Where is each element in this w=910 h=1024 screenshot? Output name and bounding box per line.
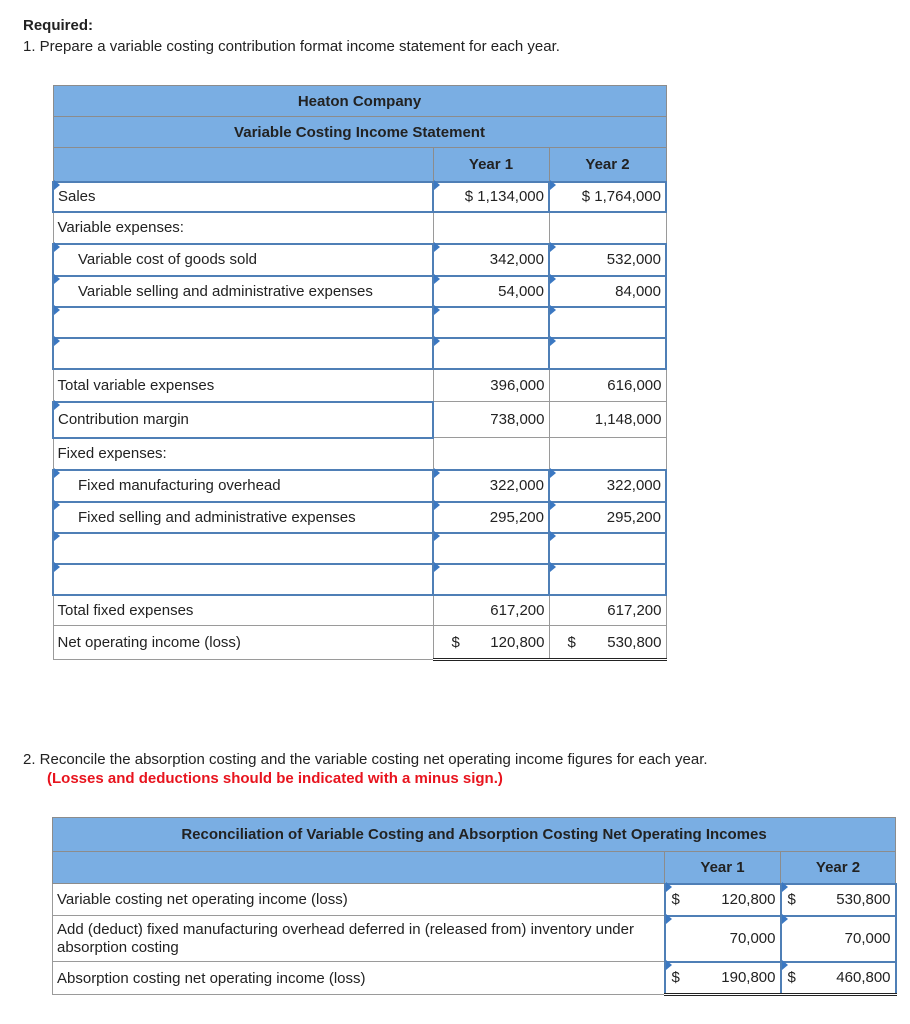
blank-fixed-2-label-input[interactable] <box>53 564 433 595</box>
variable-cogs-label-input[interactable]: Variable cost of goods sold <box>53 244 433 276</box>
table-row-variable-noi <box>53 884 896 916</box>
variable-noi-label: Variable costing net operating income (loss) <box>53 884 665 916</box>
requirement-1-text: 1. Prepare a variable costing contribution format income statement for each year. <box>23 38 560 55</box>
fixed-expenses-year-2-blank <box>549 438 666 470</box>
fixed-expenses-label: Fixed expenses: <box>53 438 433 470</box>
table-row-total-fixed <box>53 595 666 626</box>
net-operating-income-label: Net operating income (loss) <box>53 626 433 660</box>
currency-symbol: $ <box>671 969 680 987</box>
total-variable-label: Total variable expenses <box>53 369 433 402</box>
fixed-expenses-year-1-blank <box>433 438 549 470</box>
header-blank <box>53 852 665 884</box>
table-row-blank-variable-2 <box>53 338 666 369</box>
fixed-mfg-overhead-label-input[interactable]: Fixed manufacturing overhead <box>53 470 433 502</box>
header-blank <box>53 148 433 182</box>
absorption-noi-label: Absorption costing net operating income (loss) <box>53 962 665 995</box>
variable-noi-year-1-input[interactable] <box>665 884 781 916</box>
total-variable-year-2: 616,000 <box>549 369 666 402</box>
total-variable-year-1: 396,000 <box>433 369 549 402</box>
column-header-year-2: Year 2 <box>549 148 666 182</box>
table-row-blank-fixed-1 <box>53 533 666 564</box>
table-row-blank-variable-1 <box>53 307 666 338</box>
currency-symbol: $ <box>787 891 796 908</box>
column-header-year-1: Year 1 <box>665 852 781 884</box>
adjustment-label: Add (deduct) fixed manufacturing overhead deferred in (released from) inventory under absorption costing <box>53 916 665 962</box>
blank-fixed-1-year-2-input[interactable] <box>549 533 666 564</box>
variable-expenses-label: Variable expenses: <box>53 212 433 244</box>
variable-noi-year-1-value: 120,800 <box>721 891 776 908</box>
variable-sga-year-2-input[interactable]: 84,000 <box>549 276 666 307</box>
blank-fixed-2-year-1-input[interactable] <box>433 564 549 595</box>
net-operating-income-year-1 <box>433 626 549 660</box>
currency-symbol: $ <box>567 633 576 651</box>
table-row-contribution-margin <box>53 402 666 438</box>
blank-variable-2-label-input[interactable] <box>53 338 433 369</box>
table-row-fixed-mfg-overhead <box>53 470 666 502</box>
table-row-variable-cogs <box>53 244 666 276</box>
blank-variable-2-year-2-input[interactable] <box>549 338 666 369</box>
table-row-net-operating-income <box>53 626 666 660</box>
reconciliation-title: Reconciliation of Variable Costing and Absorption Costing Net Operating Incomes <box>53 818 896 852</box>
fixed-mfg-overhead-year-2-input[interactable]: 322,000 <box>549 470 666 502</box>
variable-cogs-year-1-input[interactable]: 342,000 <box>433 244 549 276</box>
table-row-absorption-noi <box>53 962 896 995</box>
absorption-noi-year-1-value: 190,800 <box>721 969 776 987</box>
adjustment-year-2-input[interactable]: 70,000 <box>781 916 896 962</box>
contribution-margin-year-2: 1,148,000 <box>549 402 666 438</box>
total-fixed-year-1: 617,200 <box>433 595 549 626</box>
table-row-sales <box>53 182 666 212</box>
sales-label-input[interactable]: Sales <box>53 182 433 212</box>
total-fixed-label: Total fixed expenses <box>53 595 433 626</box>
blank-fixed-1-label-input[interactable] <box>53 533 433 564</box>
statement-title: Variable Costing Income Statement <box>53 117 666 148</box>
variable-noi-year-2-value: 530,800 <box>836 891 891 908</box>
minus-sign-note: (Losses and deductions should be indicated with a minus sign.) <box>47 770 503 787</box>
table-row-variable-expenses-header <box>53 212 666 244</box>
net-operating-income-year-1-value: 120,800 <box>490 633 545 651</box>
total-fixed-year-2: 617,200 <box>549 595 666 626</box>
blank-fixed-1-year-1-input[interactable] <box>433 533 549 564</box>
absorption-noi-year-2-input[interactable] <box>781 962 896 995</box>
blank-variable-1-year-2-input[interactable] <box>549 307 666 338</box>
variable-noi-year-2-input[interactable] <box>781 884 896 916</box>
table-row-fixed-sga <box>53 502 666 533</box>
sales-year-1-input[interactable]: $ 1,134,000 <box>433 182 549 212</box>
variable-expenses-year-2-blank <box>549 212 666 244</box>
sales-year-2-input[interactable]: $ 1,764,000 <box>549 182 666 212</box>
column-header-year-1: Year 1 <box>433 148 549 182</box>
variable-sga-label-input[interactable]: Variable selling and administrative expenses <box>53 276 433 307</box>
contribution-margin-year-1: 738,000 <box>433 402 549 438</box>
table-row-blank-fixed-2 <box>53 564 666 595</box>
table-row-fixed-expenses-header <box>53 438 666 470</box>
currency-symbol: $ <box>451 633 460 651</box>
blank-fixed-2-year-2-input[interactable] <box>549 564 666 595</box>
variable-expenses-year-1-blank <box>433 212 549 244</box>
required-heading: Required: <box>23 17 94 34</box>
net-operating-income-year-2 <box>549 626 666 660</box>
blank-variable-1-label-input[interactable] <box>53 307 433 338</box>
fixed-sga-year-2-input[interactable]: 295,200 <box>549 502 666 533</box>
variable-sga-year-1-input[interactable]: 54,000 <box>433 276 549 307</box>
currency-symbol: $ <box>671 891 680 908</box>
table-row-total-variable <box>53 369 666 402</box>
variable-cogs-year-2-input[interactable]: 532,000 <box>549 244 666 276</box>
table-row-variable-sga <box>53 276 666 307</box>
contribution-margin-label-input[interactable]: Contribution margin <box>53 402 433 438</box>
fixed-mfg-overhead-year-1-input[interactable]: 322,000 <box>433 470 549 502</box>
company-name: Heaton Company <box>53 86 666 117</box>
net-operating-income-year-2-value: 530,800 <box>607 633 662 651</box>
currency-symbol: $ <box>787 969 796 987</box>
fixed-sga-year-1-input[interactable]: 295,200 <box>433 502 549 533</box>
fixed-sga-label-input[interactable]: Fixed selling and administrative expenses <box>53 502 433 533</box>
blank-variable-2-year-1-input[interactable] <box>433 338 549 369</box>
variable-costing-income-statement <box>52 85 667 661</box>
reconciliation-table <box>52 817 897 996</box>
adjustment-year-1-input[interactable]: 70,000 <box>665 916 781 962</box>
requirement-2-text: 2. Reconcile the absorption costing and the variable costing net operating income figures for each year. <box>23 751 708 768</box>
absorption-noi-year-2-value: 460,800 <box>836 969 891 987</box>
absorption-noi-year-1-input[interactable] <box>665 962 781 995</box>
table-row-adjustment <box>53 916 896 962</box>
column-header-year-2: Year 2 <box>781 852 896 884</box>
blank-variable-1-year-1-input[interactable] <box>433 307 549 338</box>
